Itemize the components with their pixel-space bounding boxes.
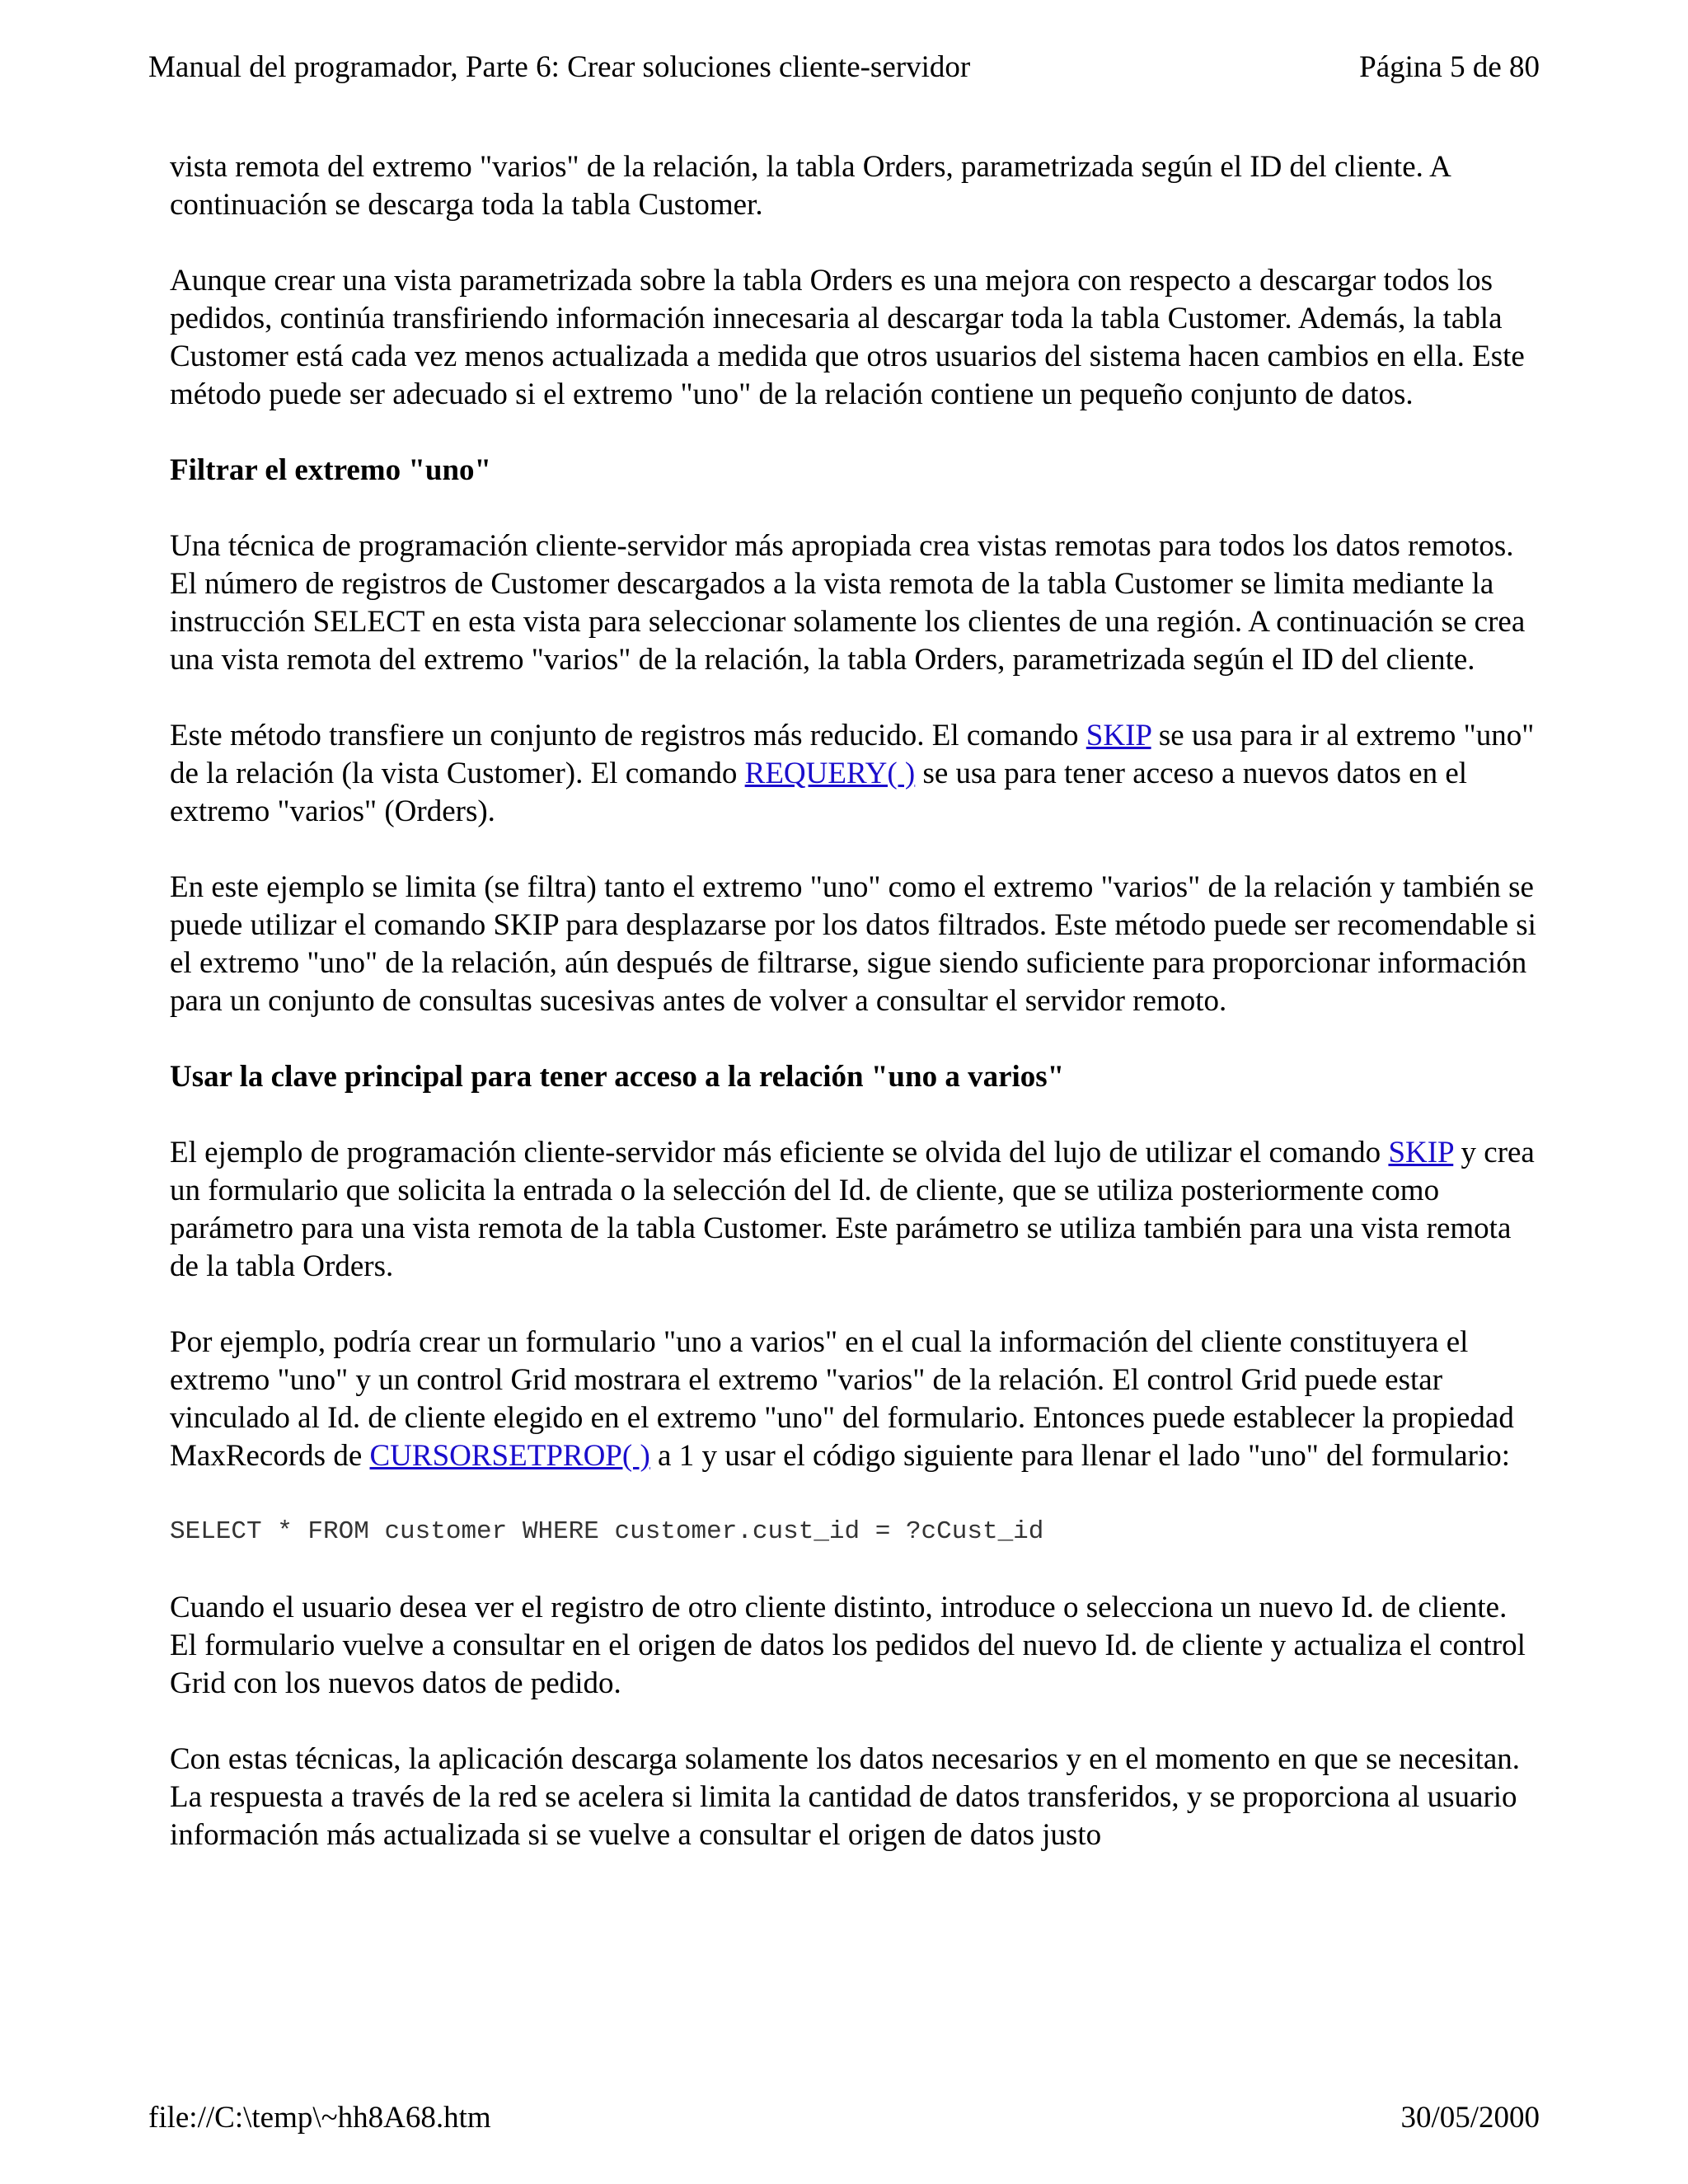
paragraph: Cuando el usuario desea ver el registro de otro cliente distinto, introduce o selecciona un nuevo Id. de cliente. El formulario vuelve a consultar en el origen de datos los pedidos del nuevo Id. de cliente y actualiza el control Grid con los nuevos datos de pedido. bbox=[170, 1591, 1526, 1700]
cursorsetprop-link[interactable]: CURSORSETPROP( ) bbox=[369, 1439, 650, 1473]
text-run: El ejemplo de programación cliente-servidor más eficiente se olvida del lujo de utilizar el comando bbox=[170, 1136, 1389, 1169]
text-run: se usa para ir al extremo "uno" de la relación (la vista Customer). El comando bbox=[170, 719, 1535, 790]
text-run: y crea un formulario que solicita la entrada o la selección del Id. de cliente, que se utiliza posteriormente como parámetro para una vista remota de la tabla Customer. Este parámetro se utiliza también para una vista remota de la tabla Orders. bbox=[170, 1136, 1535, 1283]
paragraph: vista remota del extremo "varios" de la relación, la tabla Orders, parametrizada según el ID del cliente. A continuación se descarga toda la tabla Customer. bbox=[170, 150, 1450, 222]
skip-link[interactable]: SKIP bbox=[1085, 719, 1151, 752]
paragraph: Aunque crear una vista parametrizada sobre la tabla Orders es una mejora con respecto a descargar todos los pedidos, continúa transfiriendo información innecesaria al descargar toda la tabla Customer. Además, la tabla Customer está cada vez menos actualizada a medida que otros usuarios del sistema hacen cambios en ella. Este método puede ser adecuado si el extremo "uno" de la relación contiene un pequeño conjunto de datos. bbox=[170, 264, 1525, 411]
text-run: Este método transfiere un conjunto de registros más reducido. El comando bbox=[170, 719, 1086, 752]
document-title: Manual del programador, Parte 6: Crear soluciones cliente-servidor bbox=[148, 50, 971, 84]
page-footer bbox=[148, 2100, 1540, 2136]
text-run: se usa para tener acceso a nuevos datos en el extremo "varios" (Orders). bbox=[170, 757, 1468, 828]
skip-link[interactable]: SKIP bbox=[1388, 1136, 1454, 1169]
text-run: a 1 y usar el código siguiente para llenar el lado "uno" del formulario: bbox=[649, 1439, 1511, 1473]
paragraph: En este ejemplo se limita (se filtra) tanto el extremo "uno" como el extremo "varios" de la relación y también se puede utilizar el comando SKIP para desplazarse por los datos filtrados. Este método puede ser recomendable si el extremo "uno" de la relación, aún después de filtrarse, sigue siendo suficiente para proporcionar información para un conjunto de consultas sucesivas antes de volver a consultar el servidor remoto. bbox=[170, 870, 1536, 1018]
requery-link[interactable]: REQUERY( ) bbox=[744, 757, 916, 790]
print-date: 30/05/2000 bbox=[1400, 2101, 1540, 2135]
page-content bbox=[170, 148, 1538, 1892]
page-number: Página 5 de 80 bbox=[1359, 50, 1540, 84]
paragraph bbox=[170, 1134, 1538, 1286]
section-heading: Filtrar el extremo "uno" bbox=[170, 453, 492, 487]
code-sample: SELECT * FROM customer WHERE customer.cust_id = ?cCust_id bbox=[170, 1517, 1044, 1546]
section-heading: Usar la clave principal para tener acceso a la relación "uno a varios" bbox=[170, 1060, 1065, 1094]
paragraph bbox=[170, 717, 1538, 831]
paragraph bbox=[170, 1324, 1538, 1475]
text-run: Por ejemplo, podría crear un formulario "uno a varios" en el cual la información del cliente constituyera el extremo "uno" y un control Grid mostrara el extremo "varios" de la relación. El control Grid puede estar vinculado al Id. de cliente elegido en el extremo "uno" del formulario. Entonces puede establecer la propiedad MaxRecords de bbox=[170, 1325, 1514, 1473]
paragraph: Con estas técnicas, la aplicación descarga solamente los datos necesarios y en el momento en que se necesitan. La respuesta a través de la red se acelera si limita la cantidad de datos transferidos, y se proporciona al usuario información más actualizada si se vuelve a consultar el origen de datos justo bbox=[170, 1742, 1521, 1852]
page-header bbox=[148, 49, 1540, 86]
paragraph: Una técnica de programación cliente-servidor más apropiada crea vistas remotas para todos los datos remotos. El número de registros de Customer descargados a la vista remota de la tabla Customer se limita mediante la instrucción SELECT en esta vista para seleccionar solamente los clientes de una región. A continuación se crea una vista remota del extremo "varios" de la relación, la tabla Orders, parametrizada según el ID del cliente. bbox=[170, 529, 1526, 677]
file-path: file://C:\temp\~hh8A68.htm bbox=[148, 2101, 491, 2135]
